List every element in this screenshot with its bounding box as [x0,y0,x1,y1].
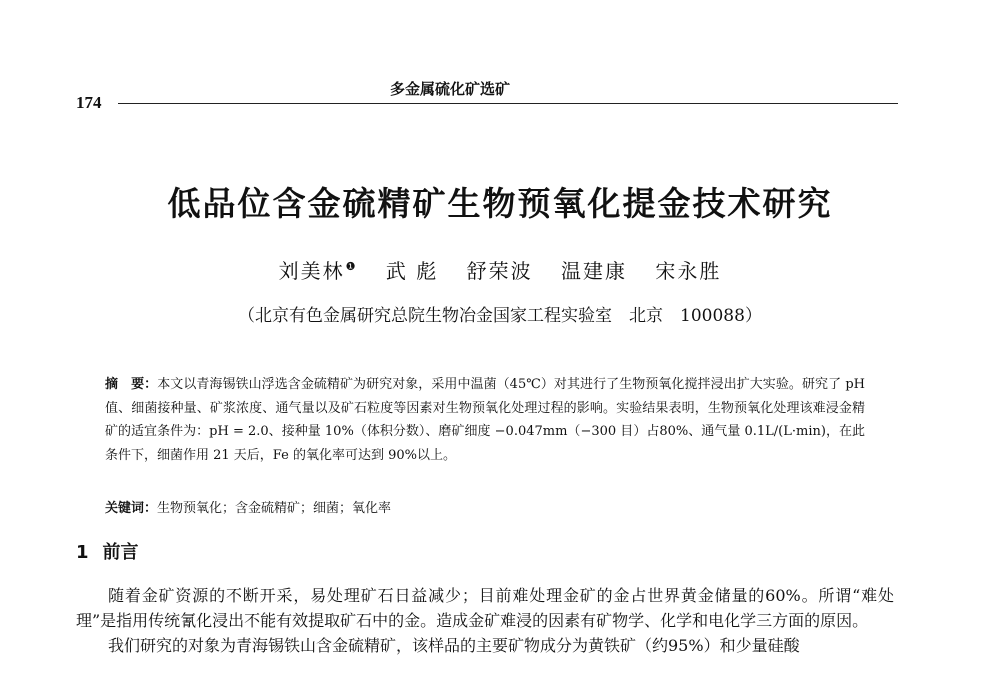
author-name: 温建康 [560,259,627,283]
author-name: 舒荣波 [466,259,533,283]
body-paragraph: 我们研究的对象为青海锡铁山含金硫精矿，该样品的主要矿物成分为黄铁矿（约95%）和少量硅酸 [108,636,800,655]
abstract [105,373,865,467]
abstract-text: 本文以青海锡铁山浮选含金硫精矿为研究对象，采用中温菌（45℃）对其进行了生物预氧化搅拌浸出扩大实验。研究了 pH 值、细菌接种量、矿浆浓度、通气量以及矿石粒度等因素对生物预氧化处理过程的影响。实验结果表明，生物预氧化处理该难浸金精矿的适宜条件为：pH = 2.0、接种量 10%（体积分数）、磨矿细度 −0.047mm（−300 目）占80%、通气量 0.1L/(L·min)，在此条件下，细菌作用 21 天后，Fe 的氧化率可达到 90%以上。 [105,377,865,463]
abstract-label: 摘 要： [105,377,158,392]
keywords-text: 生物预氧化；含金硫精矿；细菌；氧化率 [157,501,392,516]
section-number: 1 [76,542,89,563]
body-paragraph: 随着金矿资源的不断开采，易处理矿石日益减少；目前难处理金矿的金占世界黄金储量的60%。所谓“难处理”是指用传统氰化浸出不能有效提取矿石中的金。造成金矿难浸的因素有矿物学、化学和电化学三方面的原因。 [76,586,894,630]
section-title: 前言 [102,542,139,563]
author-list [0,255,1000,284]
paper-title: 低品位含金硫精矿生物预氧化提金技术研究 [167,184,833,223]
footnote-marker: ❶ [345,260,358,274]
header-rule [118,103,898,104]
keywords-label: 关键词： [105,501,158,516]
author-name [279,259,358,283]
affiliation: （北京有色金属研究总院生物冶金国家工程实验室 北京 100088） [238,306,762,326]
page-number: 174 [76,93,102,112]
keywords [105,497,865,516]
author-name: 宋永胜 [655,259,722,283]
running-title: 多金属硫化矿选矿 [390,80,511,98]
section-heading [76,538,139,564]
body-text [76,583,894,658]
author-name-text: 刘美林 [278,259,345,283]
author-name: 武 彪 [385,259,439,283]
